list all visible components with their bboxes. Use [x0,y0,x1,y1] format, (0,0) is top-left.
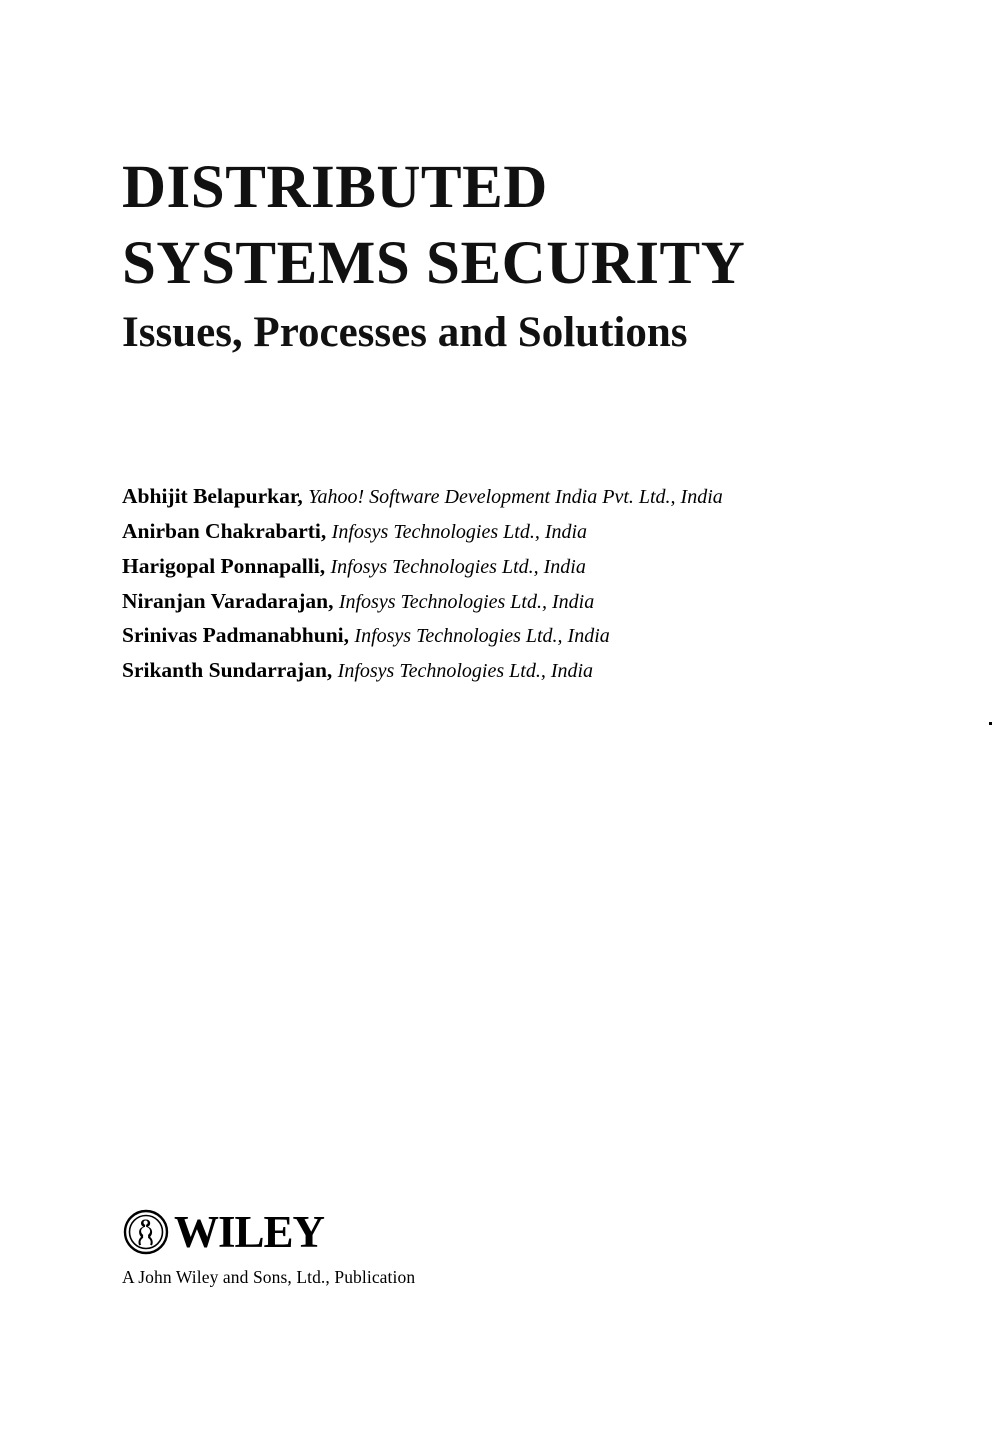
publisher-imprint: A John Wiley and Sons, Ltd., Publication [122,1267,416,1287]
author-affiliation: Infosys Technologies Ltd., India [331,520,588,543]
title-line-2: SYSTEMS SECURITY [122,229,746,297]
author-name: Srinivas Padmanabhuni, [122,623,350,648]
author-name: Harigopal Ponnapalli, [122,553,326,578]
page-edge-mark [989,722,992,725]
author-entry [122,549,903,584]
author-name: Niranjan Varadarajan, [122,588,334,613]
author-list [122,479,903,688]
wiley-emblem-icon [122,1208,170,1256]
author-affiliation: Yahoo! Software Development India Pvt. Ltd., India [308,486,723,509]
author-affiliation: Infosys Technologies Ltd., India [337,660,594,683]
author-name: Srikanth Sundarrajan, [122,658,333,683]
author-entry [122,618,903,653]
wiley-logo [122,1208,415,1256]
author-entry [122,479,903,514]
author-affiliation: Infosys Technologies Ltd., India [330,555,586,578]
title-page-content [122,150,903,688]
book-title [122,150,903,361]
publisher-block [122,1208,415,1288]
author-entry [122,514,903,549]
author-affiliation: Infosys Technologies Ltd., India [354,625,610,648]
author-name: Abhijit Belapurkar, [122,484,303,509]
author-name: Anirban Chakrabarti, [122,518,327,543]
title-line-1: DISTRIBUTED [122,154,548,221]
author-entry [122,584,903,619]
wiley-wordmark: WILEY [174,1206,325,1257]
book-subtitle: Issues, Processes and Solutions [122,309,688,357]
author-entry [122,653,903,688]
author-affiliation: Infosys Technologies Ltd., India [338,590,595,613]
